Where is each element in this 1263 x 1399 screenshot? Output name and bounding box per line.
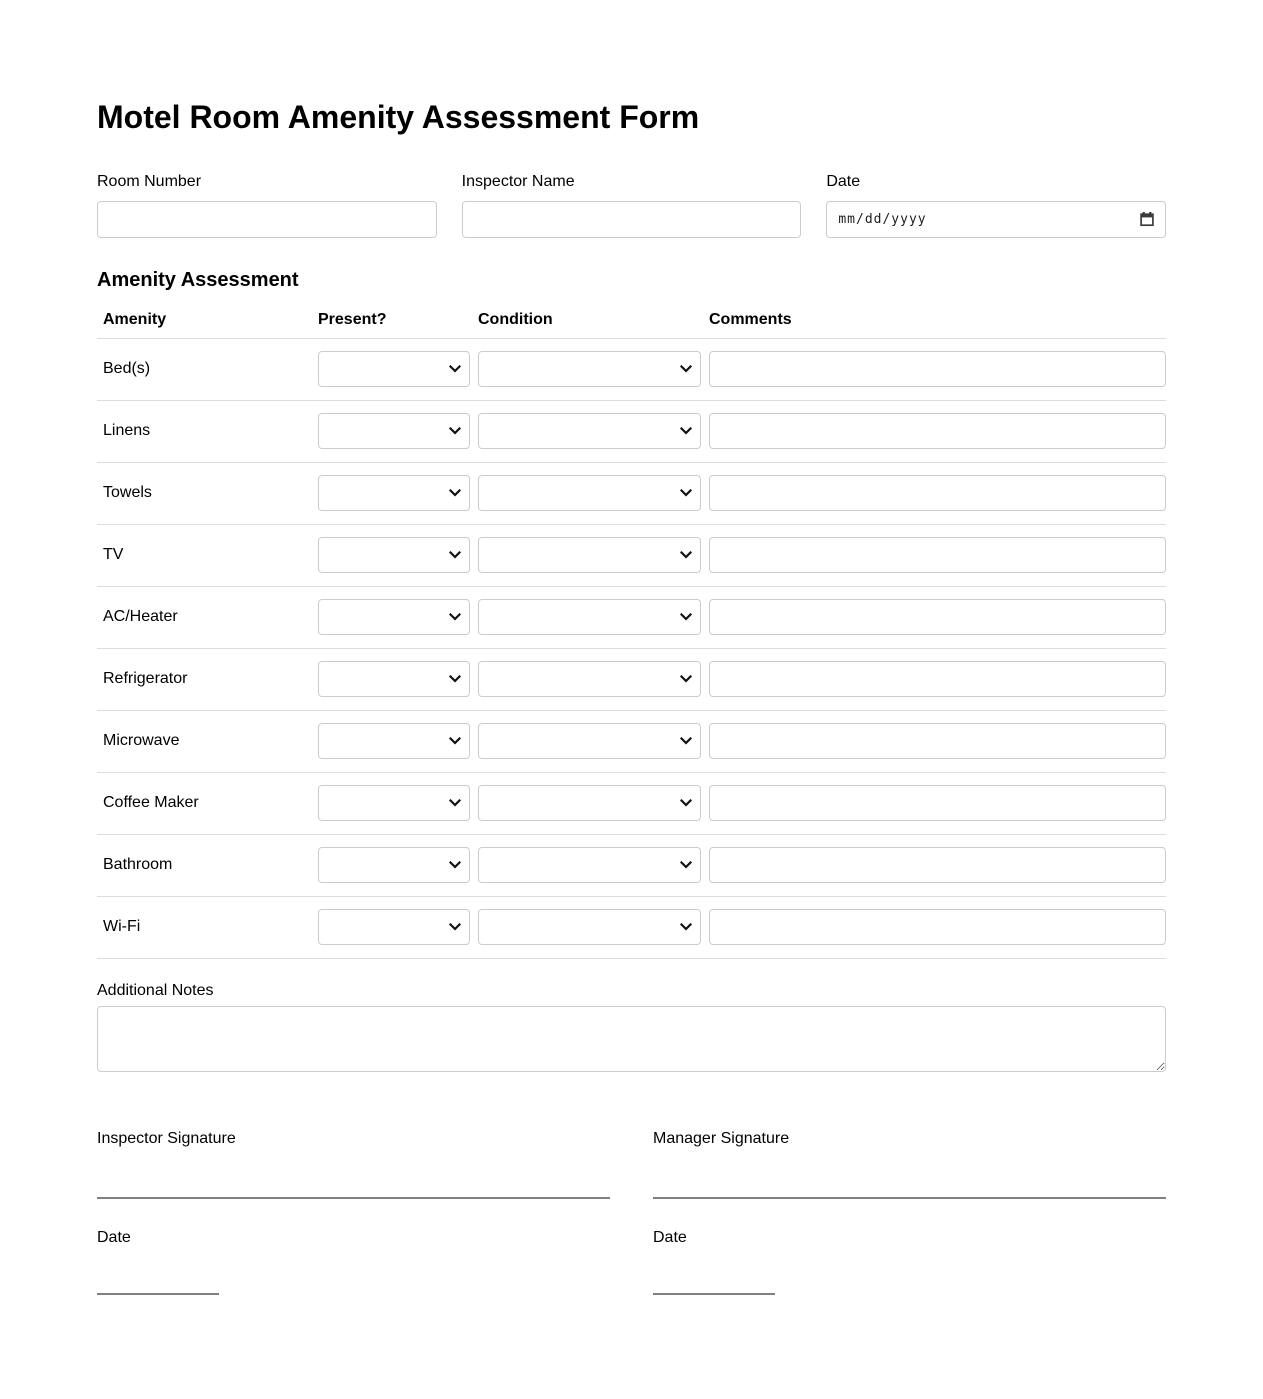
amenity-label: Wi-Fi (103, 918, 141, 936)
table-row-ac-heater (97, 587, 1166, 649)
inspector-name-input[interactable] (462, 201, 802, 238)
coffee-maker-comments-input[interactable] (709, 785, 1166, 821)
wifi-present-select[interactable] (318, 909, 470, 945)
manager-date-line[interactable] (653, 1293, 775, 1295)
column-header-amenity: Amenity (103, 310, 167, 328)
column-header-present: Present? (318, 310, 387, 328)
header-fields (97, 172, 1166, 238)
amenity-label: Bathroom (103, 856, 173, 874)
refrigerator-present-select[interactable] (318, 661, 470, 697)
table-row-coffee-maker (97, 773, 1166, 835)
microwave-present-select[interactable] (318, 723, 470, 759)
date-placeholder: mm/dd/yyyy (838, 211, 927, 227)
linens-condition-select[interactable] (478, 413, 701, 449)
amenity-label: Towels (103, 484, 152, 502)
column-header-condition: Condition (478, 310, 553, 328)
amenity-label: Refrigerator (103, 670, 188, 688)
inspector-date-label: Date (97, 1228, 131, 1246)
table-row-beds (97, 339, 1166, 401)
additional-notes-label: Additional Notes (97, 981, 214, 999)
towels-condition-select[interactable] (478, 475, 701, 511)
amenity-label: AC/Heater (103, 608, 178, 626)
refrigerator-comments-input[interactable] (709, 661, 1166, 697)
column-header-comments: Comments (709, 310, 792, 328)
bathroom-condition-select[interactable] (478, 847, 701, 883)
inspector-signature-line[interactable] (97, 1197, 610, 1199)
beds-comments-input[interactable] (709, 351, 1166, 387)
manager-date-label: Date (653, 1228, 687, 1246)
page-title: Motel Room Amenity Assessment Form (97, 99, 700, 135)
ac-heater-condition-select[interactable] (478, 599, 701, 635)
coffee-maker-present-select[interactable] (318, 785, 470, 821)
tv-present-select[interactable] (318, 537, 470, 573)
table-row-refrigerator (97, 649, 1166, 711)
table-row-linens (97, 401, 1166, 463)
wifi-condition-select[interactable] (478, 909, 701, 945)
table-row-microwave (97, 711, 1166, 773)
inspector-name-field-group (462, 172, 802, 238)
tv-comments-input[interactable] (709, 537, 1166, 573)
signature-section (97, 1129, 1166, 1295)
table-header (97, 311, 1166, 339)
room-number-field-group (97, 172, 437, 238)
inspector-signature-label: Inspector Signature (97, 1129, 236, 1147)
towels-present-select[interactable] (318, 475, 470, 511)
calendar-icon[interactable] (1139, 211, 1155, 227)
coffee-maker-condition-select[interactable] (478, 785, 701, 821)
amenity-label: Linens (103, 422, 151, 440)
inspector-date-line[interactable] (97, 1293, 219, 1295)
amenity-label: TV (103, 546, 124, 564)
table-row-tv (97, 525, 1166, 587)
form-page (97, 0, 1166, 1399)
room-number-label: Room Number (97, 172, 202, 190)
section-title: Amenity Assessment (97, 268, 299, 291)
manager-signature-line[interactable] (653, 1197, 1166, 1199)
table-row-bathroom (97, 835, 1166, 897)
wifi-comments-input[interactable] (709, 909, 1166, 945)
beds-condition-select[interactable] (478, 351, 701, 387)
refrigerator-condition-select[interactable] (478, 661, 701, 697)
room-number-input[interactable] (97, 201, 437, 238)
date-input[interactable] (826, 201, 1166, 238)
ac-heater-comments-input[interactable] (709, 599, 1166, 635)
additional-notes-textarea[interactable] (97, 1006, 1166, 1072)
tv-condition-select[interactable] (478, 537, 701, 573)
amenity-label: Coffee Maker (103, 794, 199, 812)
microwave-condition-select[interactable] (478, 723, 701, 759)
inspector-signature-block (97, 1129, 610, 1295)
inspector-name-label: Inspector Name (461, 172, 575, 190)
table-row-towels (97, 463, 1166, 525)
table-row-wifi (97, 897, 1166, 959)
towels-comments-input[interactable] (709, 475, 1166, 511)
bathroom-present-select[interactable] (318, 847, 470, 883)
amenity-label: Microwave (103, 732, 180, 750)
bathroom-comments-input[interactable] (709, 847, 1166, 883)
beds-present-select[interactable] (318, 351, 470, 387)
manager-signature-block (653, 1129, 1166, 1295)
ac-heater-present-select[interactable] (318, 599, 470, 635)
amenity-label: Bed(s) (103, 360, 151, 378)
date-label: Date (826, 172, 861, 190)
manager-signature-label: Manager Signature (653, 1129, 790, 1147)
microwave-comments-input[interactable] (709, 723, 1166, 759)
linens-present-select[interactable] (318, 413, 470, 449)
linens-comments-input[interactable] (709, 413, 1166, 449)
date-field-group (826, 172, 1166, 238)
